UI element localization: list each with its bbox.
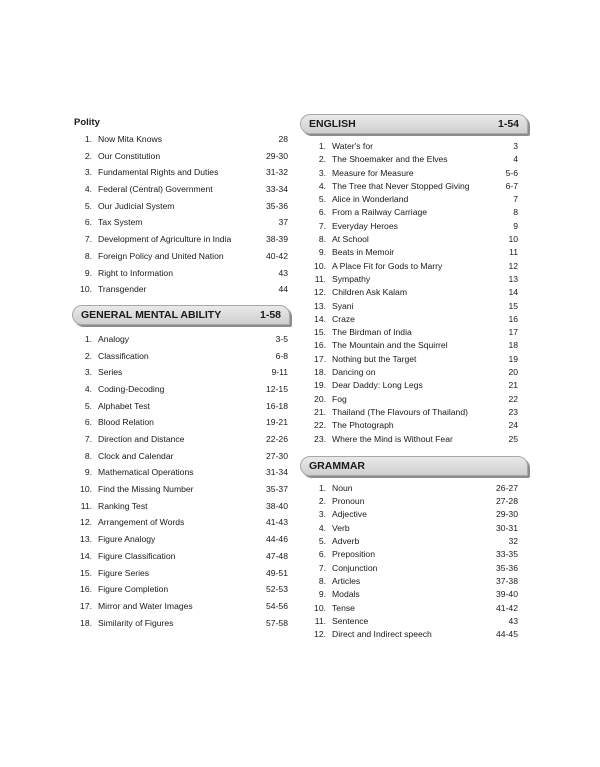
entry-number: 6. (84, 217, 92, 228)
entry-number: 14. (80, 550, 92, 561)
entry-title: Our Constitution (98, 150, 161, 161)
entry-number: 3. (318, 509, 326, 520)
toc-entry (72, 598, 290, 615)
entry-title: Foreign Policy and United Nation (98, 250, 224, 261)
entry-number: 15. (314, 327, 326, 338)
toc-entry (72, 198, 290, 215)
toc-entry (300, 379, 528, 392)
entry-title: Noun (332, 482, 353, 493)
entry-title: Analogy (98, 333, 130, 344)
entry-number: 9. (318, 247, 326, 258)
entry-pages: 6-8 (275, 350, 288, 361)
entry-title: Federal (Central) Government (98, 184, 213, 195)
toc-entry (72, 131, 290, 148)
entry-title: Mirror and Water Images (98, 600, 193, 611)
entry-title: At School (332, 234, 369, 245)
toc-entry (300, 286, 528, 299)
entry-pages: 35-36 (266, 200, 288, 211)
entry-pages: 6-7 (505, 180, 518, 191)
toc-entry (72, 548, 290, 565)
entry-title: Everyday Heroes (332, 220, 398, 231)
entry-pages: 27-28 (496, 496, 518, 507)
entry-title: Classification (98, 350, 149, 361)
toc-entry (300, 433, 528, 446)
entry-pages: 41-42 (496, 602, 518, 613)
toc-entry (300, 193, 528, 206)
entry-number: 4. (84, 184, 92, 195)
entry-pages: 40-42 (266, 250, 288, 261)
right-column (300, 114, 528, 641)
entry-pages: 28 (278, 134, 288, 144)
toc-entry (72, 615, 290, 632)
entry-number: 15. (80, 567, 92, 578)
toc-entry (300, 140, 528, 153)
entry-title: Articles (332, 575, 361, 586)
entry-title: Find the Missing Number (98, 484, 194, 495)
entry-title: Figure Series (98, 567, 150, 578)
toc-entry (72, 148, 290, 165)
entry-title: The Birdman of India (332, 327, 412, 338)
toc-entry (72, 248, 290, 265)
english-heading-bar (300, 114, 528, 134)
entry-pages: 38-39 (266, 234, 288, 245)
toc-entry (72, 581, 290, 598)
entry-number: 12. (314, 629, 326, 640)
entry-number: 11. (80, 500, 92, 511)
entry-title: Arrangement of Words (98, 517, 185, 528)
entry-number: 14. (314, 313, 326, 324)
entry-pages: 11 (509, 247, 518, 258)
entry-title: Clock and Calendar (98, 450, 174, 461)
entry-pages: 9-11 (271, 367, 288, 378)
grammar-list (300, 482, 528, 642)
toc-entry (300, 535, 528, 548)
entry-number: 11. (314, 273, 326, 284)
toc-entry (72, 231, 290, 248)
toc-entry (72, 164, 290, 181)
entry-pages: 35-37 (266, 484, 288, 495)
entry-title: Ranking Test (98, 500, 148, 511)
toc-entry (300, 522, 528, 535)
entry-pages: 44-45 (496, 629, 518, 640)
entry-pages: 19 (508, 353, 518, 364)
toc-entry (72, 448, 290, 465)
entry-number: 7. (84, 434, 92, 444)
entry-title: Measure for Measure (332, 167, 414, 178)
toc-entry (300, 482, 528, 495)
entry-number: 4. (84, 383, 92, 394)
entry-pages: 23 (508, 406, 518, 417)
polity-heading: Polity (74, 117, 100, 128)
entry-number: 1. (84, 333, 92, 344)
entry-number: 21. (314, 406, 326, 417)
toc-entry (300, 366, 528, 379)
entry-number: 12. (80, 517, 92, 528)
entry-number: 1. (318, 482, 326, 493)
grammar-heading: GRAMMAR (309, 459, 365, 472)
entry-title: Mathematical Operations (98, 467, 194, 478)
english-range: 1-54 (497, 118, 519, 130)
toc-entry (300, 353, 528, 366)
entry-number: 5. (318, 536, 326, 547)
entry-title: Sentence (332, 615, 369, 626)
entry-number: 9. (318, 589, 326, 600)
toc-entry (72, 331, 290, 348)
left-column (72, 114, 290, 631)
entry-number: 2. (318, 496, 326, 507)
entry-number: 4. (318, 180, 326, 191)
entry-number: 8. (84, 450, 92, 461)
entry-number: 7. (318, 220, 326, 231)
toc-entry (300, 628, 528, 641)
entry-pages: 31-32 (266, 167, 288, 178)
entry-title: Dancing on (332, 367, 376, 378)
entry-pages: 37 (278, 217, 288, 228)
entry-pages: 44-46 (266, 534, 288, 545)
entry-pages: 39-40 (496, 589, 518, 600)
entry-pages: 22-26 (266, 434, 288, 444)
toc-entry (300, 602, 528, 615)
entry-pages: 21 (508, 380, 518, 391)
toc-entry (72, 381, 290, 398)
toc-entry (300, 548, 528, 561)
entry-number: 7. (84, 234, 92, 245)
entry-pages: 44 (278, 284, 288, 295)
entry-title: Tax System (98, 217, 143, 228)
entry-title: Craze (332, 313, 355, 324)
toc-entry (300, 562, 528, 575)
toc-entry (300, 273, 528, 286)
entry-title: Figure Completion (98, 584, 169, 595)
entry-title: Tense (332, 602, 355, 613)
entry-pages: 12 (508, 260, 518, 271)
entry-number: 16. (314, 340, 326, 351)
entry-number: 10. (314, 602, 326, 613)
english-list (300, 140, 528, 446)
entry-title: Verb (332, 522, 350, 533)
english-heading: ENGLISH (309, 118, 356, 130)
entry-pages: 15 (508, 300, 518, 311)
entry-title: Nothing but the Target (332, 353, 417, 364)
entry-pages: 20 (508, 367, 518, 378)
entry-pages: 5-6 (505, 167, 518, 178)
entry-number: 4. (318, 522, 326, 533)
entry-number: 5. (84, 200, 92, 211)
entry-number: 22. (314, 420, 326, 431)
entry-pages: 43 (508, 615, 518, 626)
toc-entry (300, 313, 528, 326)
entry-title: Conjunction (332, 562, 378, 573)
entry-pages: 27-30 (266, 450, 288, 461)
toc-entry (300, 326, 528, 339)
toc-entry (300, 575, 528, 588)
entry-title: Our Judicial System (98, 200, 175, 211)
entry-number: 12. (314, 287, 326, 298)
entry-number: 3. (84, 367, 92, 378)
toc-entry (300, 180, 528, 193)
gma-heading: GENERAL MENTAL ABILITY (81, 308, 222, 321)
gma-heading-bar (72, 305, 290, 325)
entry-pages: 57-58 (266, 617, 288, 628)
toc-entry (72, 464, 290, 481)
entry-title: Water's for (332, 141, 373, 151)
entry-number: 17. (80, 600, 92, 611)
entry-pages: 13 (508, 273, 518, 284)
entry-pages: 37-38 (496, 575, 518, 586)
entry-pages: 4 (513, 154, 518, 165)
entry-pages: 49-51 (266, 567, 288, 578)
toc-entry (300, 406, 528, 419)
gma-list (72, 331, 290, 631)
entry-number: 18. (314, 367, 326, 378)
entry-pages: 29-30 (266, 150, 288, 161)
entry-number: 1. (84, 134, 92, 144)
toc-entry (72, 414, 290, 431)
entry-title: Adverb (332, 536, 360, 547)
entry-number: 11. (314, 615, 326, 626)
toc-entry (72, 498, 290, 515)
entry-number: 17. (314, 353, 326, 364)
entry-title: Beats in Memoir (332, 247, 395, 258)
toc-entry (300, 260, 528, 273)
entry-pages: 33-35 (496, 549, 518, 560)
entry-number: 7. (318, 562, 326, 573)
entry-pages: 14 (508, 287, 518, 298)
entry-pages: 16-18 (266, 400, 288, 411)
entry-title: The Tree that Never Stopped Giving (332, 180, 470, 191)
entry-number: 9. (84, 467, 92, 478)
entry-title: Direct and Indirect speech (332, 629, 432, 640)
entry-number: 10. (80, 484, 92, 495)
entry-number: 13. (80, 534, 92, 545)
toc-entry (72, 398, 290, 415)
entry-pages: 10 (508, 234, 518, 245)
toc-entry (72, 265, 290, 282)
entry-pages: 33-34 (266, 184, 288, 195)
toc-entry (300, 339, 528, 352)
entry-number: 2. (84, 150, 92, 161)
toc-entry (72, 281, 290, 298)
entry-pages: 52-53 (266, 584, 288, 595)
entry-title: Where the Mind is Without Fear (332, 433, 453, 444)
entry-number: 10. (314, 260, 326, 271)
toc-entry (300, 153, 528, 166)
toc-entry (300, 246, 528, 259)
toc-entry (300, 233, 528, 246)
entry-pages: 18 (508, 340, 518, 351)
entry-title: From a Railway Carriage (332, 207, 428, 218)
entry-number: 6. (318, 207, 326, 218)
entry-title: Fog (332, 393, 347, 404)
entry-title: The Shoemaker and the Elves (332, 154, 448, 165)
entry-title: Development of Agriculture in India (98, 234, 232, 245)
entry-pages: 3-5 (275, 333, 288, 344)
entry-number: 3. (84, 167, 92, 178)
entry-number: 8. (84, 250, 92, 261)
entry-pages: 8 (513, 207, 518, 218)
toc-entry (72, 364, 290, 381)
entry-pages: 17 (508, 327, 518, 338)
entry-title: Now Mita Knows (98, 134, 162, 144)
entry-title: Children Ask Kalam (332, 287, 407, 298)
entry-number: 10. (80, 284, 92, 295)
entry-pages: 35-36 (496, 562, 518, 573)
entry-title: Figure Classification (98, 550, 176, 561)
entry-title: Preposition (332, 549, 375, 560)
toc-entry (72, 348, 290, 365)
entry-title: Coding-Decoding (98, 383, 165, 394)
entry-number: 23. (314, 433, 326, 444)
entry-number: 3. (318, 167, 326, 178)
entry-title: Blood Relation (98, 417, 154, 428)
toc-entry (300, 220, 528, 233)
entry-title: Adjective (332, 509, 367, 520)
toc-entry (72, 181, 290, 198)
entry-pages: 19-21 (266, 417, 288, 428)
entry-pages: 54-56 (266, 600, 288, 611)
toc-entry (72, 531, 290, 548)
entry-number: 5. (318, 194, 326, 205)
entry-number: 9. (84, 267, 92, 278)
entry-number: 8. (318, 234, 326, 245)
toc-entry (72, 431, 290, 448)
entry-pages: 22 (508, 393, 518, 404)
entry-title: Direction and Distance (98, 434, 185, 444)
entry-title: Thailand (The Flavours of Thailand) (332, 406, 468, 417)
entry-title: The Photograph (332, 420, 394, 431)
entry-pages: 47-48 (266, 550, 288, 561)
entry-title: Transgender (98, 284, 147, 295)
entry-number: 2. (318, 154, 326, 165)
toc-entry (300, 393, 528, 406)
entry-number: 6. (318, 549, 326, 560)
entry-pages: 29-30 (496, 509, 518, 520)
entry-number: 6. (84, 417, 92, 428)
toc-entry (72, 514, 290, 531)
entry-pages: 31-34 (266, 467, 288, 478)
entry-pages: 3 (513, 141, 518, 151)
entry-number: 18. (80, 617, 92, 628)
entry-number: 20. (314, 393, 326, 404)
toc-entry (300, 419, 528, 432)
entry-pages: 41-43 (266, 517, 288, 528)
entry-title: Modals (332, 589, 360, 600)
entry-title: Syani (332, 300, 354, 311)
toc-entry (72, 481, 290, 498)
toc-entry (300, 615, 528, 628)
entry-pages: 32 (508, 536, 518, 547)
gma-range: 1-58 (259, 308, 281, 321)
entry-title: Series (98, 367, 123, 378)
toc-entry (300, 206, 528, 219)
entry-pages: 38-40 (266, 500, 288, 511)
entry-pages: 24 (508, 420, 518, 431)
entry-number: 2. (84, 350, 92, 361)
grammar-heading-bar (300, 456, 528, 476)
entry-pages: 12-15 (266, 383, 288, 394)
entry-title: Alphabet Test (98, 400, 150, 411)
entry-number: 5. (84, 400, 92, 411)
entry-title: Right to Information (98, 267, 173, 278)
entry-pages: 16 (508, 313, 518, 324)
entry-pages: 30-31 (496, 522, 518, 533)
toc-entry (300, 508, 528, 521)
toc-entry (72, 214, 290, 231)
entry-pages: 25 (508, 433, 518, 444)
entry-pages: 7 (513, 194, 518, 205)
entry-title: The Mountain and the Squirrel (332, 340, 448, 351)
toc-entry (72, 565, 290, 582)
entry-number: 1. (318, 141, 326, 151)
entry-title: Similarity of Figures (98, 617, 174, 628)
entry-title: Alice in Wonderland (332, 194, 409, 205)
entry-pages: 43 (278, 267, 288, 278)
toc-entry (300, 167, 528, 180)
entry-title: A Place Fit for Gods to Marry (332, 260, 443, 271)
entry-title: Sympathy (332, 273, 371, 284)
entry-number: 8. (318, 575, 326, 586)
entry-number: 19. (314, 380, 326, 391)
entry-title: Figure Analogy (98, 534, 156, 545)
toc-entry (300, 495, 528, 508)
entry-title: Dear Daddy: Long Legs (332, 380, 423, 391)
entry-title: Fundamental Rights and Duties (98, 167, 219, 178)
entry-number: 13. (314, 300, 326, 311)
entry-title: Pronoun (332, 496, 365, 507)
entry-number: 16. (80, 584, 92, 595)
polity-list (72, 131, 290, 298)
entry-pages: 26-27 (496, 482, 518, 493)
toc-entry (300, 300, 528, 313)
entry-pages: 9 (513, 220, 518, 231)
toc-entry (300, 588, 528, 601)
